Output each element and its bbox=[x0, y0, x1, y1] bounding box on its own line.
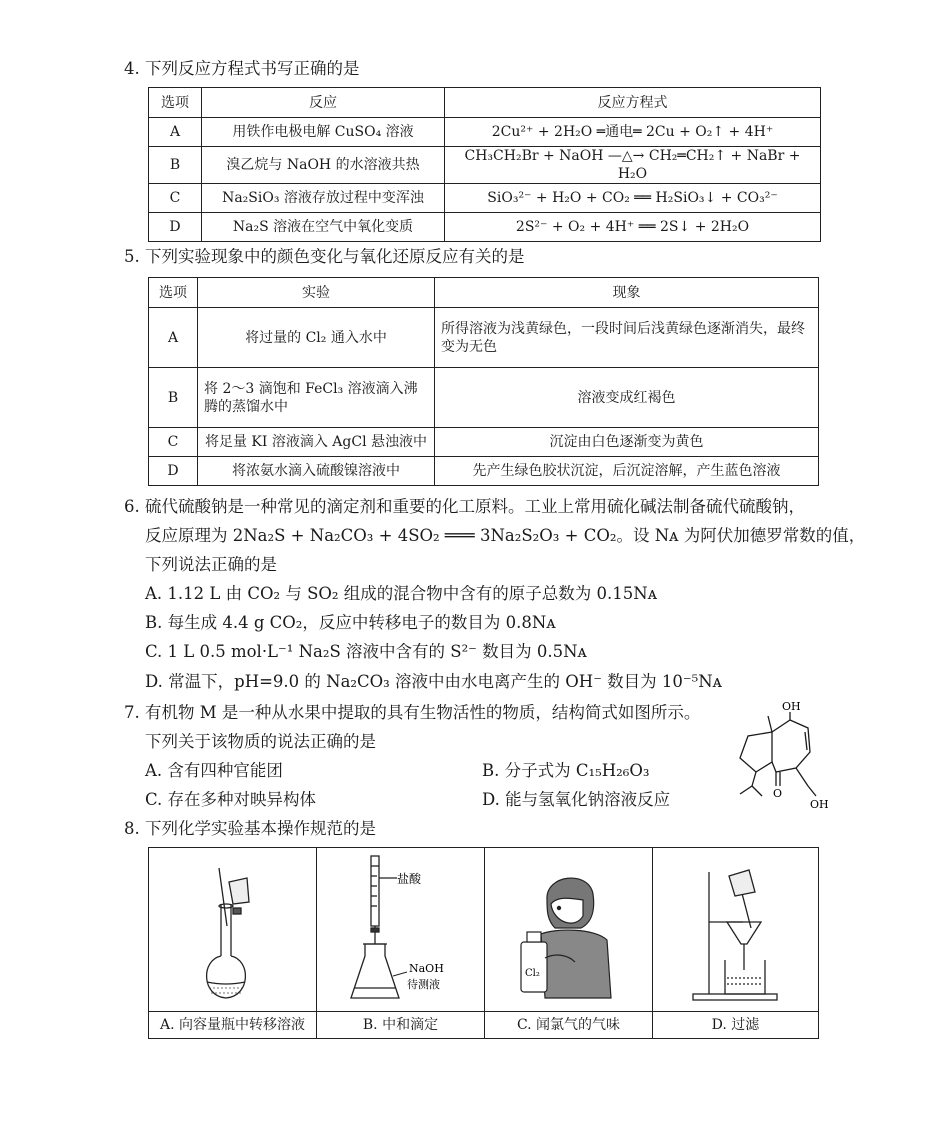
q8-caption-b: B. 中和滴定 bbox=[317, 1011, 484, 1038]
structure-formula-m bbox=[728, 700, 838, 812]
structure-oh-top-label: OH bbox=[782, 700, 801, 713]
q5-row-c-option: C bbox=[149, 428, 198, 457]
q6-option-b: B. 每生成 4.4 g CO₂，反应中转移电子的数目为 0.8Nᴀ bbox=[145, 613, 556, 632]
q4-row-b-reaction: 溴乙烷与 NaOH 的水溶液共热 bbox=[202, 147, 445, 184]
label-hydrochloric-acid: 盐酸 bbox=[397, 872, 422, 886]
q5-header-experiment: 实验 bbox=[198, 278, 435, 308]
q8-figure-c bbox=[485, 848, 653, 1038]
q4-row-c-reaction: Na₂SiO₃ 溶液存放过程中变浑浊 bbox=[202, 184, 445, 213]
q5-row-d-phenomenon: 先产生绿色胶状沉淀，后沉淀溶解，产生蓝色溶液 bbox=[435, 457, 819, 486]
q5-row-b-phenomenon: 溶液变成红褐色 bbox=[435, 368, 819, 428]
q8-figure-table bbox=[148, 847, 819, 1039]
q4-row-a-option: A bbox=[149, 118, 202, 147]
q4-header-option: 选项 bbox=[149, 88, 202, 118]
q7-option-b: B. 分子式为 C₁₅H₂₆O₃ bbox=[482, 761, 650, 780]
q5-row-c-experiment: 将足量 KI 溶液滴入 AgCl 悬浊液中 bbox=[198, 428, 435, 457]
q6-option-c: C. 1 L 0.5 mol·L⁻¹ Na₂S 溶液中含有的 S²⁻ 数目为 0.5Nᴀ bbox=[145, 642, 587, 661]
volumetric-flask-illustration bbox=[149, 848, 315, 1012]
q8-caption-c: C. 闻氯气的气味 bbox=[485, 1011, 652, 1038]
q6-option-d: D. 常温下，pH=9.0 的 Na₂CO₃ 溶液中由水电离产生的 OH⁻ 数目为 10⁻⁵Nᴀ bbox=[145, 672, 722, 691]
q7-line2: 下列关于该物质的说法正确的是 bbox=[145, 732, 376, 751]
label-cl2: Cl₂ bbox=[525, 968, 540, 979]
q7-option-d: D. 能与氢氧化钠溶液反应 bbox=[482, 790, 671, 809]
q6-line2: 反应原理为 2Na₂S + Na₂CO₃ + 4SO₂ ═══ 3Na₂S₂O₃ + CO₂。设 Nᴀ 为阿伏加德罗常数的值， bbox=[145, 526, 866, 545]
q8-figure-a bbox=[149, 848, 317, 1038]
q6-line3: 下列说法正确的是 bbox=[145, 555, 277, 574]
q8-caption-d: D. 过滤 bbox=[653, 1011, 818, 1038]
q5-title: 5. 下列实验现象中的颜色变化与氧化还原反应有关的是 bbox=[124, 247, 525, 266]
q8-caption-a: A. 向容量瓶中转移溶液 bbox=[149, 1011, 316, 1038]
q4-row-a-equation: 2Cu²⁺ + 2H₂O ═通电═ 2Cu + O₂↑ + 4H⁺ bbox=[445, 118, 821, 147]
structure-oh-bottom-label: OH bbox=[810, 798, 829, 811]
q5-table bbox=[148, 277, 819, 486]
q4-title: 4. 下列反应方程式书写正确的是 bbox=[124, 59, 360, 78]
q5-row-a-phenomenon: 所得溶液为浅黄绿色，一段时间后浅黄绿色逐渐消失，最终变为无色 bbox=[435, 308, 819, 368]
q7-option-a: A. 含有四种官能团 bbox=[145, 761, 283, 780]
q4-row-d-reaction: Na₂S 溶液在空气中氧化变质 bbox=[202, 213, 445, 242]
q4-row-c-option: C bbox=[149, 184, 202, 213]
q5-header-option: 选项 bbox=[149, 278, 198, 308]
label-naoh: NaOH bbox=[409, 962, 444, 975]
q5-row-b-option: B bbox=[149, 368, 198, 428]
q4-row-a-reaction: 用铁作电极电解 CuSO₄ 溶液 bbox=[202, 118, 445, 147]
structure-carbonyl-o-label: O bbox=[773, 787, 783, 800]
q4-row-d-equation: 2S²⁻ + O₂ + 4H⁺ ══ 2S↓ + 2H₂O bbox=[445, 213, 821, 242]
q7-option-c: C. 存在多种对映异构体 bbox=[145, 790, 317, 809]
q5-row-c-phenomenon: 沉淀由白色逐渐变为黄色 bbox=[435, 428, 819, 457]
q4-row-d-option: D bbox=[149, 213, 202, 242]
q8-title: 8. 下列化学实验基本操作规范的是 bbox=[124, 819, 376, 838]
q8-figure-d bbox=[653, 848, 818, 1038]
q5-row-d-experiment: 将浓氨水滴入硫酸镍溶液中 bbox=[198, 457, 435, 486]
q5-row-a-experiment: 将过量的 Cl₂ 通入水中 bbox=[198, 308, 435, 368]
q4-row-c-equation: SiO₃²⁻ + H₂O + CO₂ ══ H₂SiO₃↓ + CO₃²⁻ bbox=[445, 184, 821, 213]
smelling-chlorine-illustration bbox=[485, 848, 651, 1012]
q4-row-b-equation: CH₃CH₂Br + NaOH —△→ CH₂═CH₂↑ + NaBr + H₂O bbox=[445, 147, 821, 184]
q6-option-a: A. 1.12 L 由 CO₂ 与 SO₂ 组成的混合物中含有的原子总数为 0.15Nᴀ bbox=[145, 584, 658, 603]
label-test-solution: 待测液 bbox=[407, 978, 440, 991]
q5-row-a-option: A bbox=[149, 308, 198, 368]
q6-line1: 6. 硫代硫酸钠是一种常见的滴定剂和重要的化工原料。工业上常用硫化碱法制备硫代硫酸钠， bbox=[124, 497, 805, 516]
q4-table bbox=[148, 87, 821, 242]
titration-illustration bbox=[317, 848, 483, 1012]
q5-row-d-option: D bbox=[149, 457, 198, 486]
q4-header-equation: 反应方程式 bbox=[445, 88, 821, 118]
q8-figure-b bbox=[317, 848, 485, 1038]
q5-row-b-experiment: 将 2～3 滴饱和 FeCl₃ 溶液滴入沸腾的蒸馏水中 bbox=[198, 368, 435, 428]
q4-header-reaction: 反应 bbox=[202, 88, 445, 118]
q7-line1: 7. 有机物 M 是一种从水果中提取的具有生物活性的物质，结构简式如图所示。 bbox=[124, 703, 701, 722]
q4-row-b-option: B bbox=[149, 147, 202, 184]
q5-header-phenomenon: 现象 bbox=[435, 278, 819, 308]
filtration-illustration bbox=[653, 848, 818, 1012]
